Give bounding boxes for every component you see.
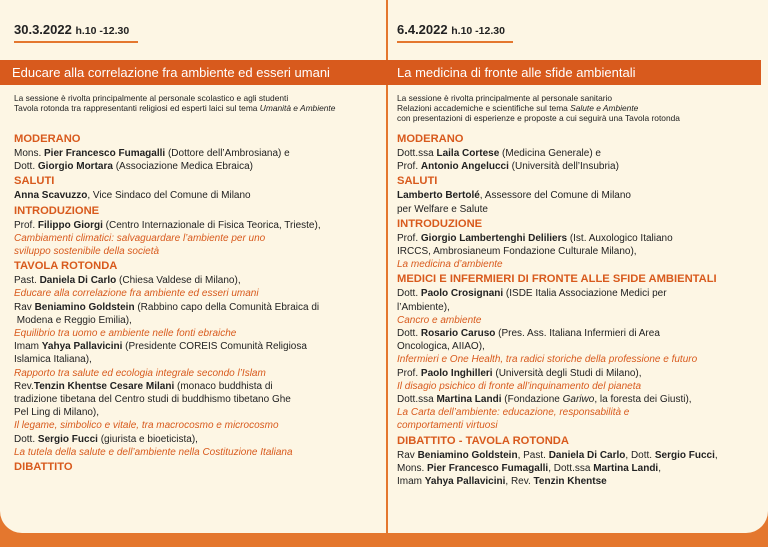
speaker-line: Imam Yahya Pallavicini (Presidente COREIS Comunità Religiosa [14, 341, 307, 353]
talk-title: Rapporto tra salute ed ecologia integrale secondo l’Islam [14, 367, 266, 379]
moderator-line: Mons. Pier Francesco Fumagalli (Dottore dell’Ambrosiana) e [14, 148, 290, 159]
speaker-line: l’Ambiente), [397, 301, 450, 313]
session-title-banner: La medicina di fronte alle sfide ambientali [393, 60, 761, 85]
section-medici-infermieri: MEDICI E INFERMIERI DI FRONTE ALLE SFIDE AMBIENTALI [397, 273, 717, 286]
speaker-line: Past. Daniela Di Carlo (Chiesa Valdese di Milano), [14, 275, 241, 287]
participants-line: Imam Yahya Pallavicini, Rev. Tenzin Khentse [397, 476, 607, 488]
session-programme [14, 132, 382, 475]
speaker-line: Rev.Tenzin Khentse Cesare Milani (monaco buddhista di [14, 380, 273, 392]
speaker-line: Pel Ling di Milano), [14, 407, 100, 419]
section-moderano: MODERANO [14, 133, 81, 145]
greeting-line: Lamberto Bertolé, Assessore del Comune di Milano [397, 190, 631, 202]
speaker-line: Dott. Sergio Fucci (giurista e bioeticista), [14, 433, 198, 445]
session-intro: La sessione è rivolta principalmente al personale sanitario Relazioni accademiche e scientifiche sul tema Salute e Ambiente con presentazioni di esperienze e proposte a cui seguirà una Tavola rotonda [397, 93, 680, 123]
moderator-line: Dott. Giorgio Mortara (Associazione Medica Ebraica) [14, 161, 253, 173]
section-dibattito: DIBATTITO [14, 461, 73, 474]
speaker-line: Prof. Paolo Inghilleri (Università degli Studi di Milano), [397, 367, 642, 379]
session-title-banner: Educare alla correlazione fra ambiente ed esseri umani [0, 60, 398, 85]
talk-title: Il legame, simbolico e vitale, tra macrocosmo e microcosmo [14, 420, 279, 432]
speaker-line: Rav Beniamino Goldstein (Rabbino capo della Comunità Ebraica di [14, 301, 320, 313]
talk-title: Infermieri e One Health, tra radici storiche della professione e futuro [397, 354, 698, 366]
session-intro: La sessione è rivolta principalmente al personale scolastico e agli studenti Tavola rotonda tra rappresentanti religiosi ed esperti laici sul tema Umanità e Ambiente [14, 93, 336, 113]
talk-title: Equilibrio tra uomo e ambiente nelle fonti ebraiche [14, 328, 237, 340]
talk-title: Il disagio psichico di fronte all’inquinamento del pianeta [397, 380, 642, 392]
speaker-line: Islamica Italiana), [14, 354, 92, 366]
greeting-line: Anna Scavuzzo, Vice Sindaco del Comune di Milano [14, 190, 251, 202]
section-moderano: MODERANO [397, 133, 464, 145]
speaker-line: Dott. Paolo Crosignani (ISDE Italia Associazione Medici per [397, 288, 667, 300]
section-tavola-rotonda: TAVOLA ROTONDA [14, 260, 118, 273]
moderator-line: Dott.ssa Laila Cortese (Medicina Generale) e [397, 148, 601, 159]
moderator-line: Prof. Antonio Angelucci (Università dell’Insubria) [397, 161, 619, 173]
speaker-line: Prof. Filippo Giorgi (Centro Internazionale di Fisica Teorica, Trieste), [14, 219, 321, 231]
talk-title: La medicina d’ambiente [397, 259, 503, 271]
talk-title: Cambiamenti climatici: salvaguardare l’ambiente per uno [14, 232, 266, 244]
date-underline [397, 41, 513, 43]
session-date: 30.3.2022 h.10 -12.30 [14, 22, 130, 37]
section-saluti: SALUTI [14, 175, 55, 188]
section-dibattito-tavola-rotonda: DIBATTITO - TAVOLA ROTONDA [397, 434, 569, 447]
talk-title: comportamenti virtuosi [397, 420, 498, 432]
section-saluti: SALUTI [397, 175, 438, 188]
talk-title: La tutela della salute e dell’ambiente nella Costituzione Italiana [14, 446, 293, 458]
participants-line: Mons. Pier Francesco Fumagalli, Dott.ssa Martina Landi, [397, 462, 661, 474]
talk-title: Cancro e ambiente [397, 314, 482, 326]
date-underline [14, 41, 138, 43]
talk-title: sviluppo sostenibile della società [14, 246, 160, 258]
greeting-line: per Welfare e Salute [397, 203, 488, 215]
talk-title: Educare alla correlazione fra ambiente ed esseri umani [14, 288, 259, 300]
speaker-line: Prof. Giorgio Lambertenghi Deliliers (Ist. Auxologico Italiano [397, 232, 673, 244]
section-introduzione: INTRODUZIONE [397, 217, 483, 230]
speaker-line: Modena e Reggio Emilia), [16, 314, 132, 326]
speaker-line: IRCCS, Ambrosianeum Fondazione Culturale Milano), [397, 246, 637, 258]
speaker-line: Dott. Rosario Caruso (Pres. Ass. Italiana Infermieri di Area [397, 328, 660, 340]
speaker-line: tradizione tibetana del Centro studi di buddhismo tibetano Ghe [14, 394, 291, 406]
speaker-line: Dott.ssa Martina Landi (Fondazione Gariwo, la foresta dei Giusti), [397, 394, 692, 406]
session-date: 6.4.2022 h.10 -12.30 [397, 22, 505, 37]
participants-line: Rav Beniamino Goldstein, Past. Daniela Di Carlo, Dott. Sergio Fucci, [397, 449, 718, 461]
speaker-line: Oncologica, AIIAO), [397, 341, 485, 353]
talk-title: La Carta dell’ambiente: educazione, responsabilità e [397, 407, 630, 419]
session-programme [397, 132, 757, 488]
section-introduzione: INTRODUZIONE [14, 204, 100, 217]
